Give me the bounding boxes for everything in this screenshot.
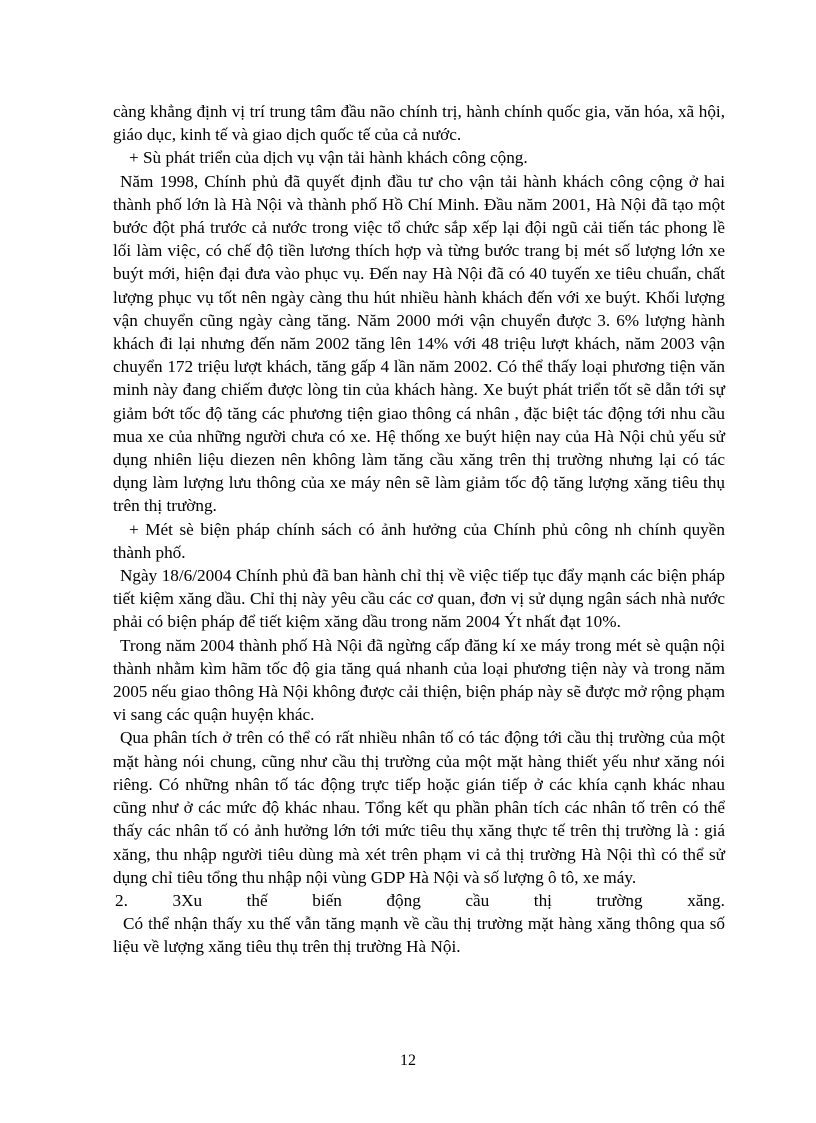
heading-word: thị [533,890,552,910]
paragraph: Có thể nhận thấy xu thế vẫn tăng mạnh về cầu thị trường mặt hàng xăng thông qua số liệu về lượng xăng tiêu thụ trên thị trường Hà Nội. [113,914,725,957]
heading-word: biến [312,890,342,910]
subheading-policies: + Mét sè biện pháp chính sách có ảnh hưởng của Chính phủ công nh chính quyền thành phố. [113,519,725,562]
paragraph: Trong năm 2004 thành phố Hà Nội đã ngừng cấp đăng kí xe máy trong mét sè quận nội thành nhằm kìm hãm tốc độ gia tăng quá nhanh của loại phương tiện này và trong năm 2005 nếu giao thông Hà Nội không được cải thiện, biện pháp này sẽ được mở rộng phạm vi sang các quận huyện khác. [113,635,726,725]
paragraph: Ngày 18/6/2004 Chính phủ đã ban hành chỉ thị về việc tiếp tục đẩy mạnh các biện pháp tiết kiệm xăng dầu. Chỉ thị này yêu cầu các cơ quan, đơn vị sử dụng ngân sách nhà nước phải có biện pháp để tiết kiệm xăng dầu trong năm 2004 Ýt nhất đạt 10%. [113,566,725,632]
heading-word: cầu [465,890,490,910]
subheading-bus-service: + Sù phát triển của dịch vụ vận tải hành khách công cộng. [129,148,528,168]
heading-word: 3Xu [172,890,203,910]
heading-word: trường [596,890,643,910]
heading-word: động [386,890,421,910]
body-text [113,100,725,959]
heading-word: xăng. [687,890,725,910]
paragraph: Qua phân tích ở trên có thể có rất nhiều nhân tố có tác động tới cầu thị trường của một mặt hàng nói chung, cũng như cầu thị trường của một mặt hàng thiết yếu như xăng nói riêng. Có những nhân tố tác động trực tiếp hoặc gián tiếp ở các khía cạnh khác nhau cũng như ở các mức độ khác nhau. Tổng kết qu phần phân tích các nhân tố trên có thể thấy các nhân tố có ảnh hưởng lớn tới mức tiêu thụ xăng thực tế trên thị trường là : giá xăng, thu nhập người tiêu dùng mà xét trên phạm vi cả thị trường Hà Nội thì có thể sử dụng chỉ tiêu tổng thu nhập nội vùng GDP Hà Nội và số lượng ô tô, xe máy. [113,728,725,887]
heading-word: 2. [115,890,128,910]
paragraph: càng khẳng định vị trí trung tâm đầu não chính trị, hành chính quốc gia, văn hóa, xã hội, giáo dục, kinh tế và giao dịch quốc tế của cả nước. [113,102,725,145]
paragraph: Năm 1998, Chính phủ đã quyết định đầu tư cho vận tải hành khách công cộng ở hai thành phố lớn là Hà Nội và thành phố Hồ Chí Minh. Đầu năm 2001, Hà Nội đã tạo một bước đột phá trước cả nước trong việc tổ chức sắp xếp lại đội ngũ cải tiến tác phong lề lối làm việc, có chế độ tiền lương thích hợp và từng bước trang bị mét số lượng lớn xe buýt mới, hiện đại đưa vào phục vụ. Đến nay Hà Nội đã có 40 tuyến xe tiêu chuẩn, chất lượng phục vụ tốt nên ngày càng thu hút nhiều hành khách đến với xe buýt. Khối lượng vận chuyển cũng ngày càng tăng. Năm 2000 mới vận chuyển được 3. 6% lượng hành khách đi lại nhưng đến năm 2002 tăng lên 14% với 48 triệu lượt khách, năm 2003 vận chuyển 172 triệu lượt khách, tăng gấp 4 lần năm 2002. Có thể thấy loại phương tiện văn minh này đang chiếm được lòng tin của khách hàng. Xe buýt phát triển tốt sẽ dẫn tới sự giảm bớt tốc độ tăng các phương tiện giao thông cá nhân , đặc biệt tác động tới nhu cầu mua xe của những người chưa có xe. Hệ thống xe buýt hiện nay của Hà Nội chủ yếu sử dụng nhiên liệu diezen nên không làm tăng cầu xăng trên thị trường nhưng lại có tác dụng làm lượng lưu thông của xe máy nên sẽ làm giảm tốc độ tăng lượng xăng tiêu thụ trên thị trường. [113,171,725,516]
heading-word: thế [246,890,268,910]
page-number: 12 [400,1052,416,1069]
section-heading [113,889,725,912]
